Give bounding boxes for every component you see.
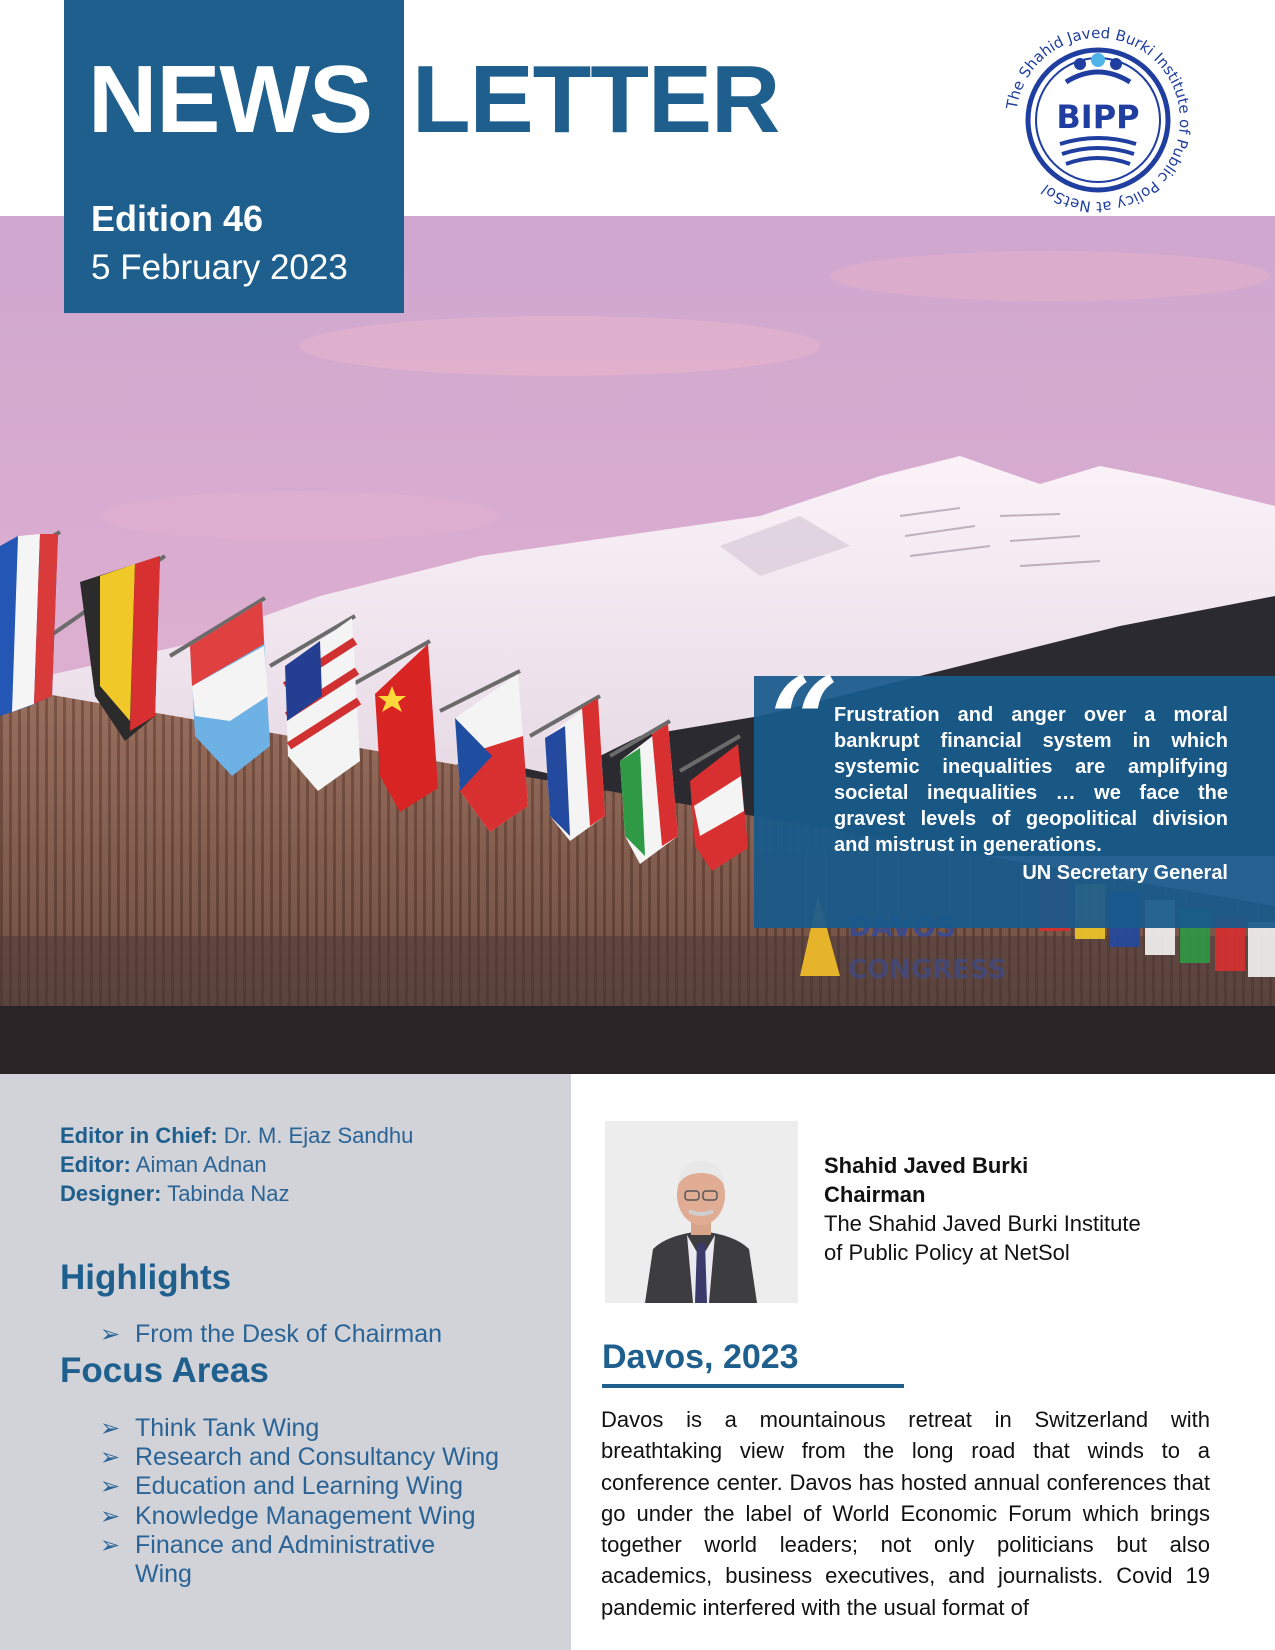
article-heading: Davos, 2023 xyxy=(602,1338,799,1376)
logo-ring-text: The Shahid Javed Burki Institute of Public Policy at NetSol xyxy=(1002,23,1195,217)
arrow-bullet-icon: ➢ xyxy=(100,1473,121,1500)
focus-area-item: Education and Learning Wing xyxy=(135,1472,464,1500)
highlight-item: From the Desk of Chairman xyxy=(135,1320,443,1348)
credit-editor: Editor: Aiman Adnan xyxy=(60,1152,267,1177)
newsletter-title-letter: LETTER xyxy=(412,46,780,153)
bipp-logo xyxy=(998,20,1198,220)
arrow-bullet-icon: ➢ xyxy=(100,1444,121,1471)
focus-area-item: Finance and Administrative xyxy=(135,1531,436,1559)
edition-number: Edition 46 xyxy=(91,198,264,239)
quote-mark-icon: “ xyxy=(770,651,840,792)
arrow-bullet-icon: ➢ xyxy=(100,1321,121,1348)
credit-editor-in-chief: Editor in Chief: Dr. M. Ejaz Sandhu xyxy=(60,1123,414,1148)
credit-designer: Designer: Tabinda Naz xyxy=(60,1181,290,1206)
chairman-org-line1: The Shahid Javed Burki Institute xyxy=(824,1211,1141,1236)
logo-acronym: BIPP xyxy=(1056,98,1140,136)
banner-congress: CONGRESS xyxy=(848,955,1007,985)
arrow-bullet-icon: ➢ xyxy=(100,1532,121,1559)
focus-area-item: Think Tank Wing xyxy=(135,1414,320,1442)
quote-text: Frustration and anger over a moral bankrupt financial system in which systemic inequalities are amplifying societal inequalities … we face the gravest levels of geopolitical division and mistrust in generations. xyxy=(834,704,1228,856)
focus-areas-heading: Focus Areas xyxy=(60,1351,269,1390)
hero-image-davos xyxy=(0,216,1275,1074)
newsletter-title-news: NEWS xyxy=(88,46,372,153)
chairman-name: Shahid Javed Burki xyxy=(824,1153,1029,1178)
edition-date: 5 February 2023 xyxy=(91,248,348,287)
arrow-bullet-icon: ➢ xyxy=(100,1503,121,1530)
arrow-bullet-icon: ➢ xyxy=(100,1415,121,1442)
chairman-photo xyxy=(605,1121,798,1303)
focus-area-item: Research and Consultancy Wing xyxy=(135,1443,500,1471)
chairman-org-line2: of Public Policy at NetSol xyxy=(824,1240,1070,1265)
heading-underline xyxy=(602,1384,904,1388)
focus-area-item-continued: Wing xyxy=(135,1560,192,1588)
quote-attribution: UN Secretary General xyxy=(1022,862,1228,884)
article-body: Davos is a mountainous retreat in Switzerland with breathtaking view from the long road that winds to a conference center. Davos has hosted annual conferences that go under the label of World Economic Forum which brings together world leaders; not only politicians but also academics, business executives, and journalists. Covid 19 pandemic interfered with the usual format of xyxy=(601,1407,1210,1620)
chairman-title: Chairman xyxy=(824,1182,926,1207)
highlights-heading: Highlights xyxy=(60,1258,232,1297)
focus-area-item: Knowledge Management Wing xyxy=(135,1502,476,1530)
